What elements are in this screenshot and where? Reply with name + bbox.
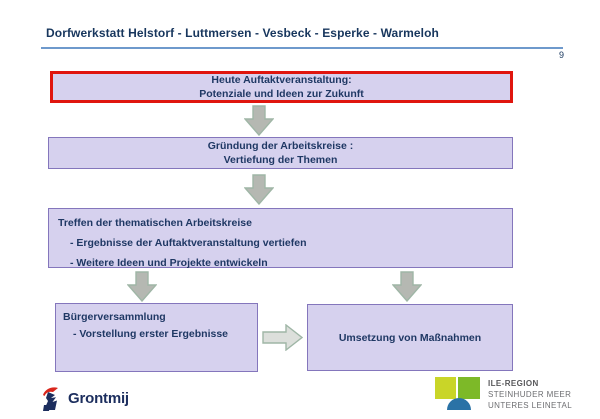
flow-box-bullet: - Ergebnisse der Auftaktveranstaltung vertiefen (70, 237, 307, 249)
flow-box-auftaktveranstaltung (50, 71, 513, 103)
flow-box-gruendung-arbeitskreise (48, 137, 513, 169)
grontmij-wordmark: Grontmij (68, 390, 129, 407)
flow-box-line: Bürgerversammlung (63, 311, 166, 323)
flow-box-buergerversammlung (55, 303, 258, 372)
flow-box-line: Gründung der Arbeitskreise : (207, 140, 354, 152)
down-arrow-icon (392, 271, 422, 302)
flow-box-bullet: - Vorstellung erster Ergebnisse (73, 328, 229, 340)
down-arrow-icon (244, 105, 274, 136)
flow-box-line: Umsetzung von Maßnahmen (338, 331, 482, 344)
slide-title: Dorfwerkstatt Helstorf - Luttmersen - Vesbeck - Esperke - Warmeloh (46, 26, 439, 40)
grontmij-logo-icon (40, 385, 64, 412)
ile-region-logo-icon (447, 398, 471, 410)
ile-region-wordmark (488, 378, 572, 411)
ile-region-logo-icon (458, 377, 480, 399)
ile-region-logo-icon (435, 377, 456, 399)
ile-region-subline: UNTERES LEINETAL (488, 401, 573, 410)
down-arrow-icon (244, 174, 274, 205)
grontmij-logo (40, 385, 129, 412)
flow-box-bullet: - Weitere Ideen und Projekte entwickeln (70, 257, 268, 269)
right-arrow-icon (262, 324, 303, 351)
down-arrow-icon (127, 271, 157, 302)
flow-box-line: Vertiefung der Themen (223, 154, 338, 166)
ile-region-subline: STEINHUDER MEER (488, 390, 572, 399)
ile-region-name: ILE-REGION (488, 379, 539, 388)
flow-box-line: Treffen der thematischen Arbeitskreise (58, 217, 252, 229)
flow-box-treffen-arbeitskreise (48, 208, 513, 268)
flow-box-umsetzung (307, 304, 513, 371)
flow-box-line: Heute Auftaktveranstaltung: (211, 74, 352, 86)
title-divider (41, 47, 563, 49)
flow-box-line: Potenziale und Ideen zur Zukunft (199, 88, 364, 100)
page-number: 9 (558, 50, 564, 60)
